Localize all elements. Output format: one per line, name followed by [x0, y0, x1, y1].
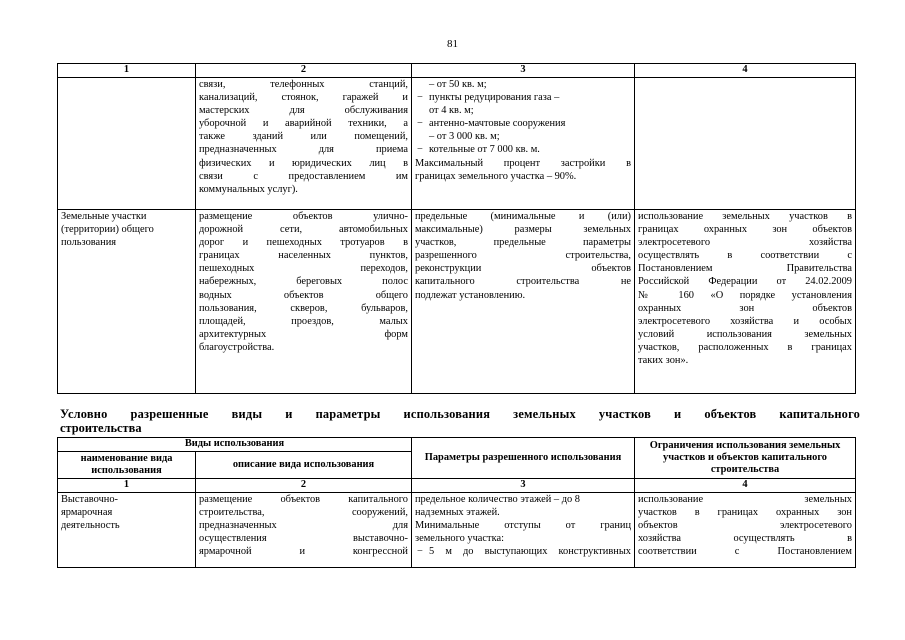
cell-use-description: размещение объектов улично- дорожной сети, автомобильных дорог и пешеходных тротуаров в границах населенных пунктов, пешеходных переходов, набережных, береговых полос водных объектов общего пользования, скверов, бульваров, площадей, проездов, малых архитектурных форм благоустройства. — [196, 210, 412, 394]
permitted-uses-table-continued — [57, 63, 856, 394]
cell-use-name: Земельные участки (территории) общего пользования — [58, 210, 196, 394]
section-title: Условно разрешенные виды и параметры использования земельных участков и объектов капитального строительства — [60, 407, 860, 435]
cell-parameters: – от 50 кв. м; − пункты редуцирования газа – от 4 кв. м; − антенно-мачтовые сооружения – от 3 000 кв. м; − котельные от 7 000 кв. м. Максимальный процент застройки в границах земельного участка – 90%. — [412, 78, 635, 210]
cell-empty — [58, 78, 196, 210]
col-num-3: 3 — [412, 64, 635, 78]
col-num-3: 3 — [412, 479, 635, 493]
column-number-row — [58, 64, 856, 78]
col-num-2: 2 — [196, 64, 412, 78]
header-use-description: описание вида использования — [196, 452, 412, 479]
cell-parameters: предельные (минимальные и (или) максимальные) размеры земельных участков, предельные параметры разрешенного строительства, реконструкции объектов капитального строительства не подлежат установлению. — [412, 210, 635, 394]
cell-parameters: предельное количество этажей – до 8 надземных этажей. Минимальные отступы от границ земельного участка: − 5 м до выступающих конструктивных — [412, 493, 635, 568]
cell-restrictions: использование земельных участков в границах охранных зон объектов электросетевого хозяйства осуществлять в соответствии с Постановлением Правительства Российской Федерации от 24.02.2009 № 160 «О порядке установления охранных зон объектов электросетевого хозяйства и особых условий использования земельных участков, расположенных в границах таких зон». — [635, 210, 856, 394]
col-num-4: 4 — [635, 64, 856, 78]
col-num-4: 4 — [635, 479, 856, 493]
column-number-row — [58, 479, 856, 493]
col-num-1: 1 — [58, 479, 196, 493]
cell-use-description: связи, телефонных станций, канализаций, стоянок, гаражей и мастерских для обслуживания уборочной и аварийной техники, а также зданий или помещений, предназначенных для приема физических и юридических лиц в связи с предоставлением им коммунальных услуг). — [196, 78, 412, 210]
col-num-2: 2 — [196, 479, 412, 493]
header-restrictions: Ограничения использования земельных участков и объектов капитального строительства — [635, 438, 856, 479]
header-use-types: Виды использования — [58, 438, 412, 452]
table-row — [58, 493, 856, 568]
conditionally-permitted-uses-table — [57, 437, 856, 568]
header-parameters: Параметры разрешенного использования — [412, 438, 635, 479]
cell-use-description: размещение объектов капитального строительства, сооружений, предназначенных для осуществления выставочно- ярмарочной и конгрессной — [196, 493, 412, 568]
table-row — [58, 78, 856, 210]
header-row — [58, 438, 856, 452]
header-use-name: наименование вида использования — [58, 452, 196, 479]
page-number: 81 — [447, 38, 458, 50]
cell-empty — [635, 78, 856, 210]
cell-restrictions: использование земельных участков в границах охранных зон объектов электросетевого хозяйства осуществлять в соответствии с Постановлением — [635, 493, 856, 568]
cell-use-name: Выставочно- ярмарочная деятельность — [58, 493, 196, 568]
col-num-1: 1 — [58, 64, 196, 78]
table-row — [58, 210, 856, 394]
